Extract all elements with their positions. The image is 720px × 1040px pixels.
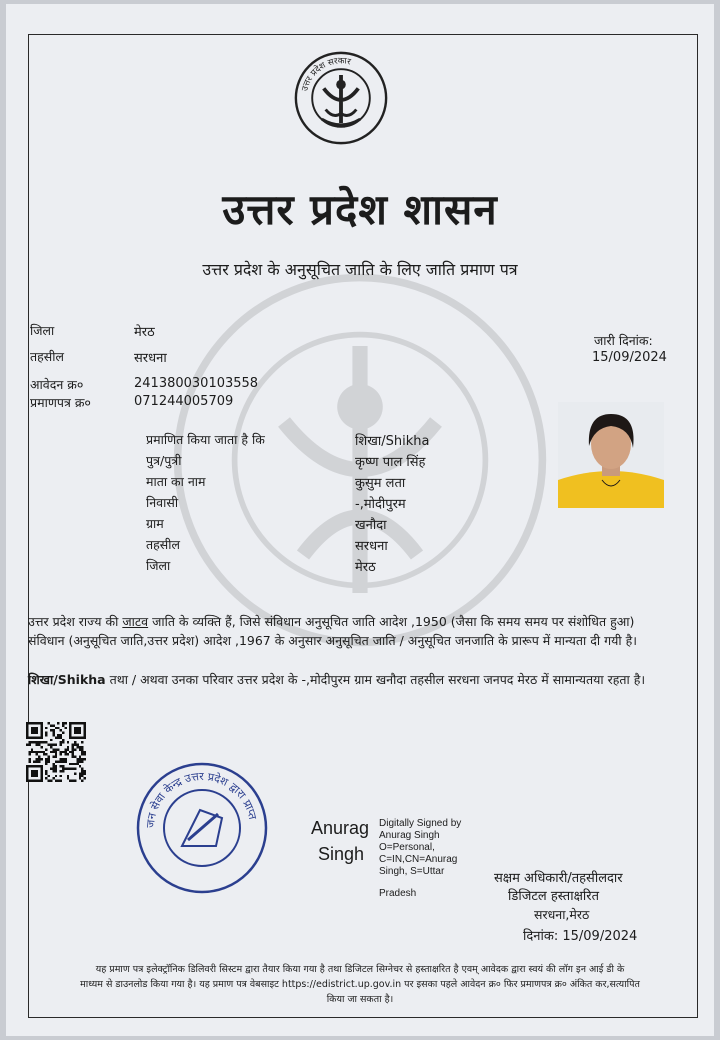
jan-seva-kendra-stamp <box>132 758 272 898</box>
detail-district-label: जिला <box>146 558 171 573</box>
mother-name-value: कुसुम लता <box>355 476 406 491</box>
signer-name-line1: Anurag <box>311 818 370 838</box>
officer-date-value: 15/09/2024 <box>562 929 638 944</box>
certified-label: प्रमाणित किया जाता है कि <box>146 432 265 447</box>
qr-code <box>26 722 86 782</box>
certificate-title: उत्तर प्रदेश शासन <box>222 185 498 234</box>
issue-date-value: 15/09/2024 <box>592 350 667 365</box>
stamp-text: जन सेवा केन्द्र उत्तर प्रदेश द्वारा प्राप्त <box>143 769 260 829</box>
certified-name-value: शिखा/Shikha <box>355 434 430 449</box>
emblem-text: उत्तर प्रदेश सरकार <box>300 56 352 93</box>
footer-line-2: माध्यम से डाउनलोड किया गया है। यह प्रमाण पत्र वेबसाइट https://edistrict.up.gov.in पर इसका पहले आवेदन क्र० फिर प्रमाणपत्र क्र० अंकित कर,सत्यापित <box>80 979 640 990</box>
detail-tehsil-value: सरधना <box>355 539 388 554</box>
detail-district-value: मेरठ <box>355 560 376 575</box>
district-value: मेरठ <box>134 325 155 340</box>
tehsil-label: तहसील <box>30 349 64 364</box>
footer-note <box>20 962 700 1007</box>
caste-paragraph-start: उत्तर प्रदेश राज्य की <box>28 614 123 629</box>
up-government-emblem <box>293 50 389 146</box>
residence-paragraph <box>28 670 658 689</box>
officer-date-label: दिनांक: <box>523 929 559 944</box>
resident-label: निवासी <box>146 495 179 510</box>
residence-name: शिखा/Shikha <box>28 672 106 687</box>
applicant-photo <box>558 402 664 508</box>
detail-tehsil-label: तहसील <box>146 537 180 552</box>
footer-line-1: यह प्रमाण पत्र इलेक्ट्रॉनिक डिलिवरी सिस्टम द्वारा तैयार किया गया है तथा डिजिटल सिग्नेचर से हस्ताक्षरित है एवम् आवेदक द्वारा स्वयं की लॉग इन आई डी के <box>95 964 625 975</box>
signature-detail-4: C=IN,CN=Anurag <box>379 854 458 865</box>
parent-label: पुत्र/पुत्री <box>146 453 182 468</box>
officer-date <box>523 926 637 944</box>
application-number-label: आवेदन क्र० <box>30 377 84 392</box>
mother-name-label: माता का नाम <box>146 474 206 489</box>
village-label: ग्राम <box>146 516 164 531</box>
issue-date-label: जारी दिनांक: <box>594 333 653 348</box>
parent-value: कृष्ण पाल सिंह <box>355 455 426 470</box>
caste-paragraph-rest: जाति के व्यक्ति हैं, जिसे संविधान अनुसूचित जाति आदेश ,1950 (जैसा कि समय समय पर संशोधित हुआ) संविधान (अनुसूचित जाति,उत्तर प्रदेश) आदेश ,1967 के अनुसार अनुसूचित जाति / अनुसूचित जनजाति के प्रारूप में मान्यता दी गयी है। <box>28 614 637 648</box>
resident-value: -,मोदीपुरम <box>355 497 406 512</box>
certificate-subtitle: उत्तर प्रदेश के अनुसूचित जाति के लिए जाति प्रमाण पत्र <box>202 260 518 279</box>
village-value: खनौदा <box>355 518 387 533</box>
footer-line-3: किया जा सकता है। <box>326 994 394 1005</box>
officer-signed: डिजिटल हस्ताक्षरित <box>508 889 599 904</box>
district-label: जिला <box>30 323 55 338</box>
officer-place: सरधना,मेरठ <box>534 907 590 922</box>
signature-detail-5: Singh, S=Uttar <box>379 866 445 877</box>
certificate-number-value: 071244005709 <box>134 394 234 409</box>
tehsil-value: सरधना <box>134 351 167 366</box>
caste-paragraph <box>28 612 658 650</box>
signature-detail-3: O=Personal, <box>379 842 435 853</box>
residence-paragraph-rest: तथा / अथवा उनका परिवार उत्तर प्रदेश के -,मोदीपुरम ग्राम खनौदा तहसील सरधना जनपद मेरठ में सामान्यतया रहता है। <box>105 672 646 687</box>
signer-name-line2: Singh <box>318 844 365 864</box>
certificate-number-label: प्रमाणपत्र क्र० <box>30 395 91 410</box>
signature-detail-1: Digitally Signed by <box>379 818 462 829</box>
caste-name: जाटव <box>122 614 149 629</box>
application-number-value: 241380030103558 <box>134 376 259 391</box>
officer-title: सक्षम अधिकारी/तहसीलदार <box>494 871 623 886</box>
signature-detail-2: Anurag Singh <box>379 830 440 841</box>
signature-detail-6: Pradesh <box>379 888 417 899</box>
